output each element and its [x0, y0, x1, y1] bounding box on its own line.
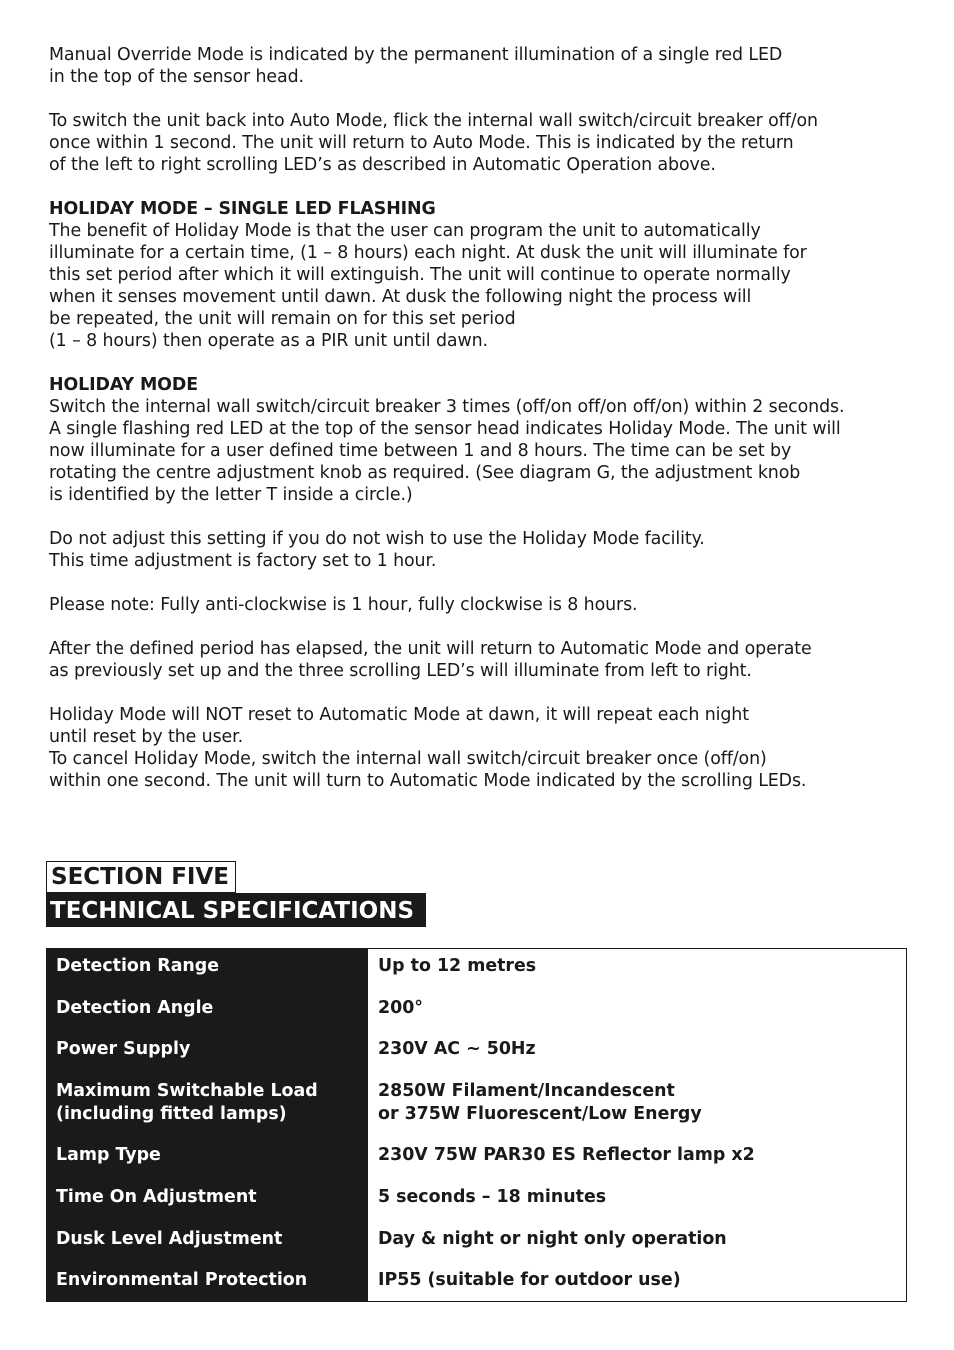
- spec-label-dusk-level: Dusk Level Adjustment: [56, 1228, 283, 1249]
- spec-value-detection-angle: 200°: [378, 997, 423, 1018]
- holiday-mode-benefit-paragraph: The benefit of Holiday Mode is that the user can program the unit to automatically illuminate for a certain time, (1 – 8 hours) each night. At dusk the unit will illuminate for this set period after which it will extinguish. The unit will continue to operate normally when it senses movement until dawn. At dusk the following night the process will be repeated, the unit will remain on for this set period (1 – 8 hours) then operate as a PIR unit until dawn.: [49, 221, 807, 351]
- spec-value-power-supply: 230V AC ~ 50Hz: [378, 1039, 536, 1059]
- technical-specifications-table: [46, 948, 907, 1302]
- spec-label-detection-angle: Detection Angle: [56, 997, 214, 1018]
- no-reset-paragraph: Holiday Mode will NOT reset to Automatic Mode at dawn, it will repeat each night until reset by the user.: [49, 705, 749, 747]
- knob-direction-note: Please note: Fully anti-clockwise is 1 hour, fully clockwise is 8 hours.: [49, 595, 638, 615]
- holiday-mode-setting-paragraph: Do not adjust this setting if you do not wish to use the Holiday Mode facility. This time adjustment is factory set to 1 hour.: [49, 529, 705, 571]
- spec-label-max-load: Maximum Switchable Load (including fitted lamps): [56, 1080, 318, 1124]
- spec-label-environmental: Environmental Protection: [56, 1270, 308, 1290]
- cancel-holiday-mode-paragraph: To cancel Holiday Mode, switch the internal wall switch/circuit breaker once (off/on) within one second. The unit will turn to Automatic Mode indicated by the scrolling LEDs.: [49, 749, 807, 791]
- spec-label-detection-range: Detection Range: [56, 956, 220, 976]
- spec-value-detection-range: Up to 12 metres: [378, 956, 537, 976]
- manual-override-paragraph: Manual Override Mode is indicated by the permanent illumination of a single red LED in the top of the sensor head.: [49, 45, 783, 87]
- spec-value-dusk-level: Day & night or night only operation: [378, 1228, 727, 1249]
- spec-labels-column: [47, 949, 368, 1301]
- section-heading: [46, 861, 426, 927]
- holiday-mode-heading: HOLIDAY MODE: [49, 375, 198, 395]
- auto-mode-paragraph: To switch the unit back into Auto Mode, flick the internal wall switch/circuit breaker off/on once within 1 second. The unit will return to Auto Mode. This is indicated by the return of the left to right scrolling LED’s as described in Automatic Operation above.: [49, 111, 818, 175]
- spec-value-lamp-type: 230V 75W PAR30 ES Reflector lamp x2: [378, 1145, 755, 1165]
- spec-label-time-on: Time On Adjustment: [56, 1187, 257, 1207]
- instructions-body: [49, 44, 909, 814]
- spec-label-power-supply: Power Supply: [56, 1039, 191, 1059]
- section-title-label: TECHNICAL SPECIFICATIONS: [46, 893, 426, 927]
- spec-value-max-load: 2850W Filament/Incandescent or 375W Fluorescent/Low Energy: [378, 1080, 702, 1124]
- section-number-label: SECTION FIVE: [46, 861, 236, 893]
- spec-value-environmental: IP55 (suitable for outdoor use): [378, 1270, 681, 1290]
- spec-value-time-on: 5 seconds – 18 minutes: [378, 1187, 607, 1207]
- holiday-mode-flashing-heading: HOLIDAY MODE – SINGLE LED FLASHING: [49, 199, 436, 219]
- spec-label-lamp-type: Lamp Type: [56, 1145, 161, 1165]
- defined-period-paragraph: After the defined period has elapsed, the unit will return to Automatic Mode and operate as previously set up and the three scrolling LED’s will illuminate from left to right.: [49, 639, 812, 681]
- holiday-mode-activation-paragraph: Switch the internal wall switch/circuit breaker 3 times (off/on off/on off/on) within 2 seconds. A single flashing red LED at the top of the sensor head indicates Holiday Mode. The unit will now illuminate for a user defined time between 1 and 8 hours. The time can be set by rotating the centre adjustment knob as required. (See diagram G, the adjustment knob is identified by the letter T inside a circle.): [49, 397, 845, 505]
- spec-values-column: [368, 949, 906, 1301]
